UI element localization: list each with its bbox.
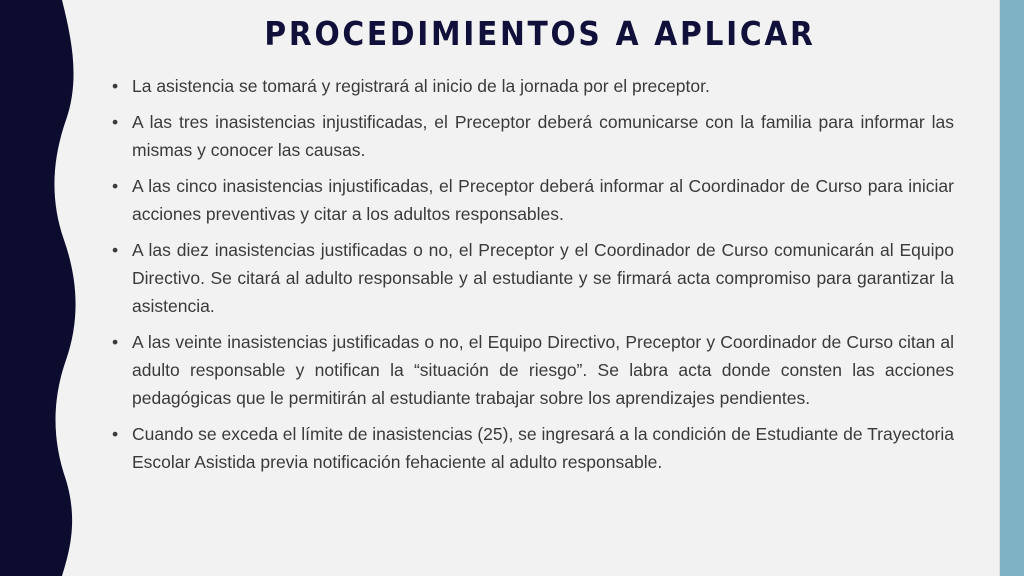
bullet-text: A las diez inasistencias justificadas o no, el Preceptor y el Coordinador de Curso comunicarán al Equipo Directivo. Se citará al adulto responsable y al estudiante y se firmará acta compromiso para garantizar la asistencia.	[132, 240, 954, 316]
bullet-icon: •	[112, 240, 119, 260]
bullet-text: Cuando se exceda el límite de inasistencias (25), se ingresará a la condición de Estudiante de Trayectoria Escolar Asistida previa notificación fehaciente al adulto responsable.	[132, 424, 954, 472]
bullet-item	[112, 236, 954, 320]
bullet-list	[112, 72, 954, 484]
bullet-icon: •	[112, 332, 119, 352]
bullet-icon: •	[112, 76, 119, 96]
left-wave-decoration	[0, 0, 90, 576]
slide-title: PROCEDIMIENTOS A APLICAR	[264, 14, 816, 53]
bullet-icon: •	[112, 424, 119, 444]
bullet-text: A las cinco inasistencias injustificadas, el Preceptor deberá informar al Coordinador de Curso para iniciar acciones preventivas y citar a los adultos responsables.	[132, 176, 954, 224]
bullet-icon: •	[112, 112, 119, 132]
bullet-text: A las veinte inasistencias justificadas o no, el Equipo Directivo, Preceptor y Coordinador de Curso citan al adulto responsable y notifican la “situación de riesgo”. Se labra acta donde consten las acciones pedagógicas que le permitirán al estudiante trabajar sobre los aprendizajes pendientes.	[132, 332, 954, 408]
bullet-item	[112, 72, 954, 100]
bullet-icon: •	[112, 176, 119, 196]
right-accent-strip	[1000, 0, 1024, 576]
bullet-item	[112, 172, 954, 228]
bullet-item	[112, 108, 954, 164]
bullet-text: A las tres inasistencias injustificadas, el Preceptor deberá comunicarse con la familia para informar las mismas y conocer las causas.	[132, 112, 954, 160]
bullet-text: La asistencia se tomará y registrará al inicio de la jornada por el preceptor.	[132, 76, 710, 96]
bullet-item	[112, 328, 954, 412]
bullet-item	[112, 420, 954, 476]
